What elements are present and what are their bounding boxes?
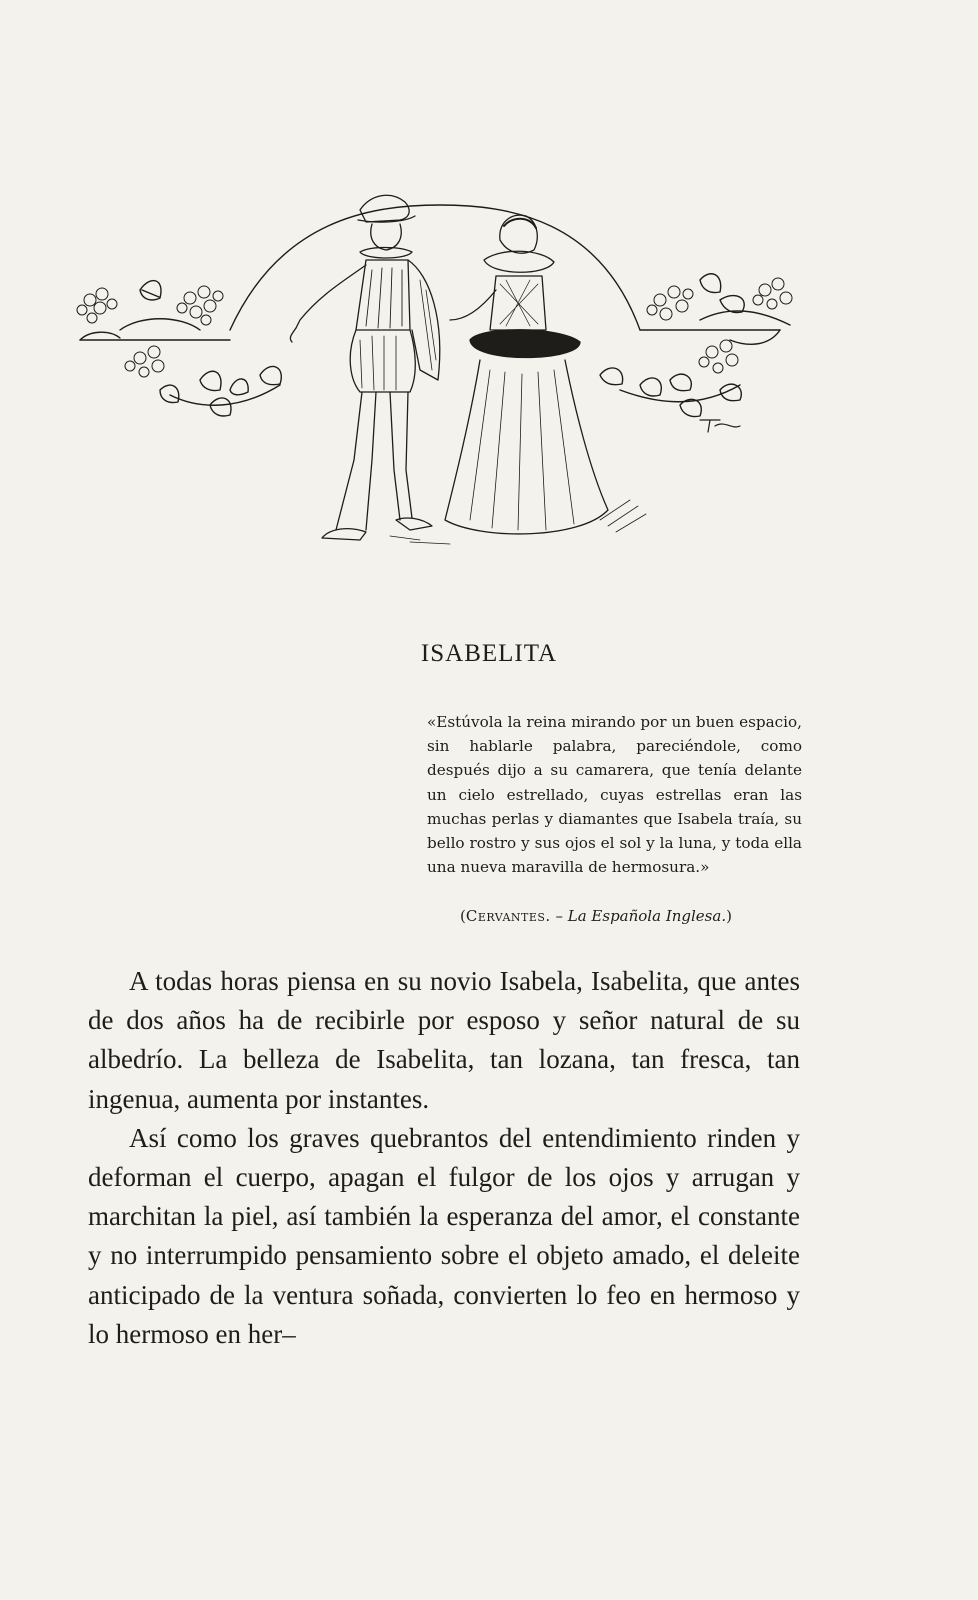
hydrangea-right-1 bbox=[647, 286, 693, 320]
lady-figure bbox=[390, 215, 646, 544]
hydrangea-right-2 bbox=[753, 278, 792, 309]
chapter-title: ISABELITA bbox=[420, 640, 558, 667]
couple-engraving-icon bbox=[60, 180, 820, 565]
citation-close: ) bbox=[726, 907, 732, 925]
paragraph-2: Así como los graves quebrantos del entendimiento rinden y deforman el cuerpo, apagan el fulgor de los ojos y arrugan y marchitan la piel, así también la esperanza del amor, el constante y no interrumpido pensamiento sobre el objeto amado, el deleite anticipado de la ventura soñada, convierten lo feo en hermoso y lo hermoso en her– bbox=[88, 1122, 800, 1349]
hydrangea-left-1 bbox=[77, 288, 117, 323]
paragraph-1: A todas horas piensa en su novio Isabela, Isabelita, que antes de dos años ha de recibirle por esposo y señor natural de su albedrío. La belleza de Isabelita, tan lozana, tan fresca, tan ingenua, aumenta por instantes. bbox=[88, 966, 800, 1114]
gentleman-figure bbox=[290, 195, 439, 540]
body-text bbox=[88, 962, 800, 1354]
epigraph-citation bbox=[460, 907, 732, 925]
hydrangea-left-3 bbox=[125, 346, 164, 377]
citation-work: La Española Inglesa. bbox=[567, 907, 727, 925]
citation-author: Cervantes. bbox=[465, 907, 551, 925]
epigraph-quote: «Estúvola la reina mirando por un buen espacio, sin hablarle palabra, pareciéndole, como después dijo a su camarera, que tenía delante un cielo estrellado, cuyas estrellas eran las muchas perlas y diamantes que Isabela traía, su bello rostro y sus ojos el sol y la luna, y toda ella una nueva maravilla de hermosura.» bbox=[427, 713, 802, 877]
hydrangea-right-3 bbox=[699, 340, 738, 373]
citation-separator: – bbox=[550, 907, 568, 925]
citation-open: ( bbox=[460, 907, 466, 925]
hydrangea-left-2 bbox=[177, 286, 223, 325]
epigraph bbox=[427, 710, 802, 879]
